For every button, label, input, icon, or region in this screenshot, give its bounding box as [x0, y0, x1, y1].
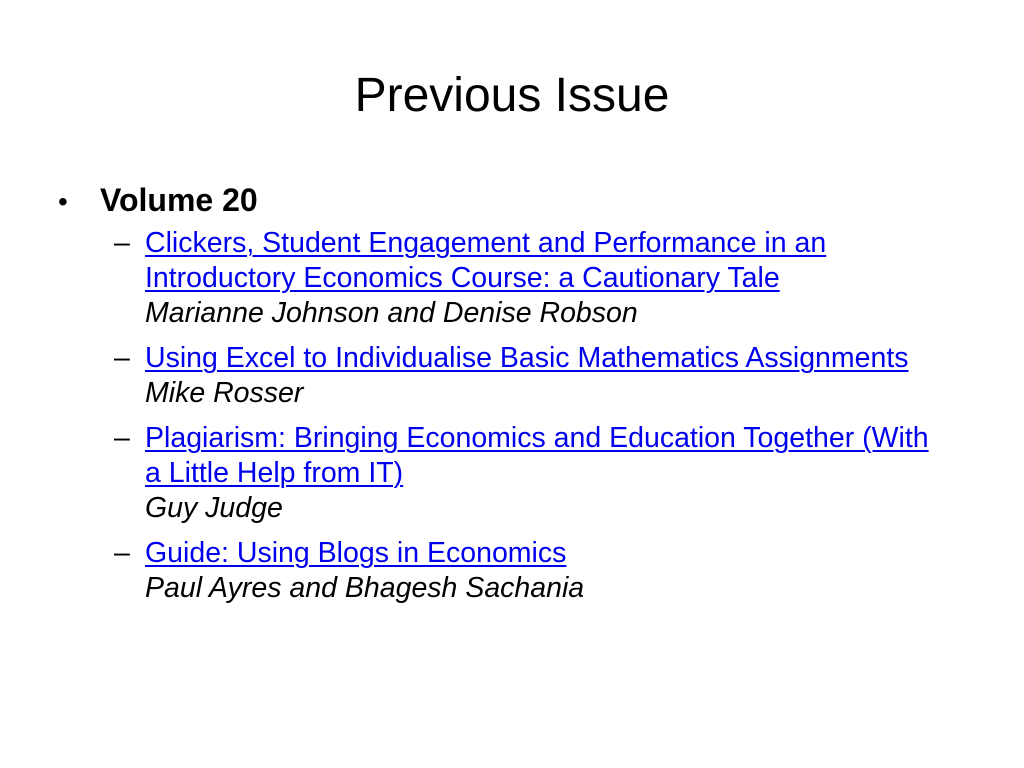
- article-link-blogs[interactable]: Guide: Using Blogs in Economics: [145, 537, 567, 569]
- article-authors: Marianne Johnson and Denise Robson: [145, 297, 638, 329]
- article-body: [145, 421, 945, 526]
- dash-icon: –: [114, 422, 130, 454]
- volume-label: Volume 20: [100, 182, 258, 218]
- bullet-icon: •: [58, 186, 68, 217]
- article-item-clickers: [114, 226, 988, 331]
- article-list: [58, 226, 988, 606]
- article-authors: Mike Rosser: [145, 377, 304, 409]
- dash-icon: –: [114, 227, 130, 259]
- article-authors: Guy Judge: [145, 492, 283, 524]
- dash-icon: –: [114, 342, 130, 374]
- dash-icon: –: [114, 537, 130, 569]
- article-link-plagiarism[interactable]: Plagiarism: Bringing Economics and Education Together (With a Little Help from IT): [145, 422, 929, 489]
- article-body: [145, 341, 945, 411]
- article-item-blogs: [114, 536, 988, 606]
- slide-title: Previous Issue: [354, 69, 670, 122]
- article-link-clickers[interactable]: Clickers, Student Engagement and Performance in an Introductory Economics Course: a Cautionary Tale: [145, 227, 827, 294]
- article-body: [145, 226, 945, 331]
- article-item-plagiarism: [114, 421, 988, 526]
- article-authors: Paul Ayres and Bhagesh Sachania: [145, 572, 585, 604]
- slide-content: [58, 180, 988, 616]
- article-item-excel: [114, 341, 988, 411]
- article-body: [145, 536, 945, 606]
- volume-bullet: [58, 180, 988, 222]
- article-link-excel[interactable]: Using Excel to Individualise Basic Mathematics Assignments: [145, 342, 909, 374]
